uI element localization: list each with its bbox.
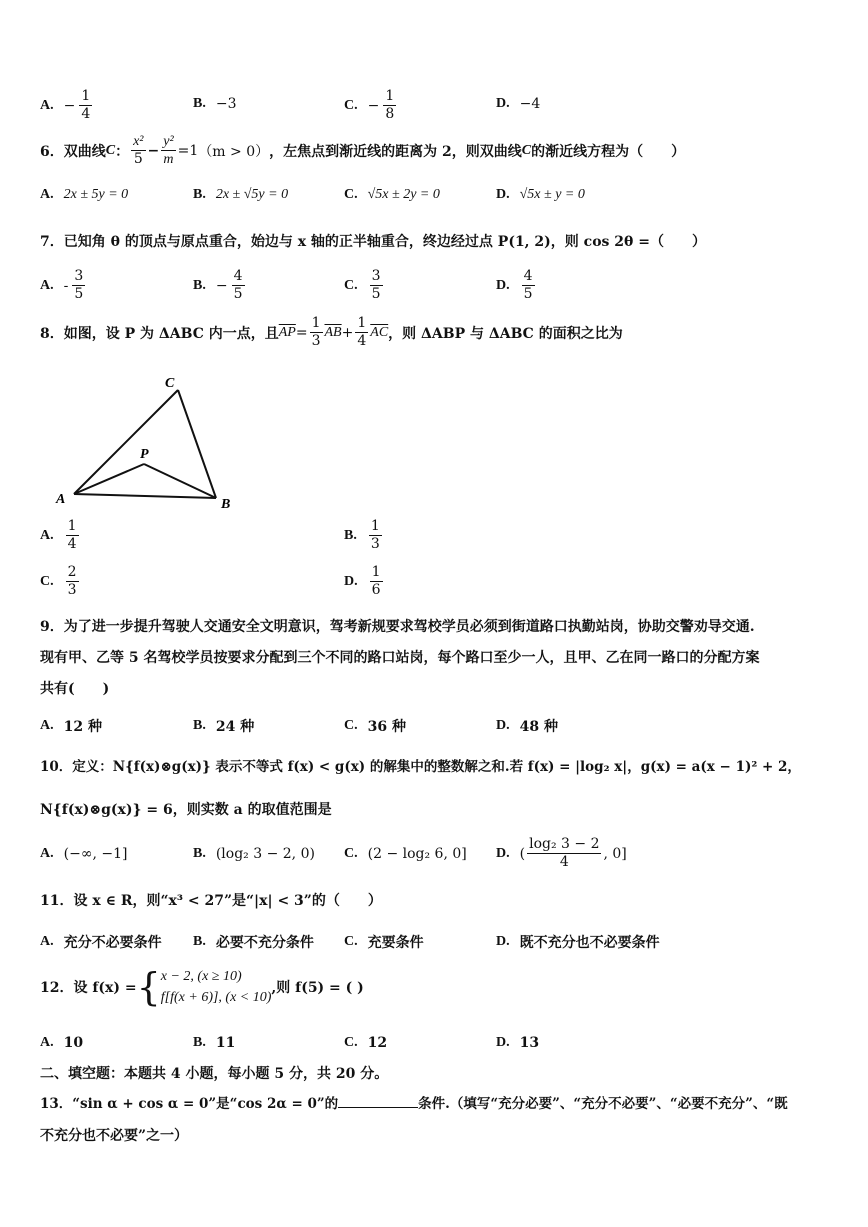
brace: {	[136, 965, 161, 1009]
fraction: $\frac{\text{log₂ 3 − 2}}{4}$	[529, 836, 600, 870]
q6-option-c: C. √5x ± 2y = 0	[344, 187, 440, 202]
q13-stem-line1: 13．“sin α + cos α = 0”是“cos 2α = 0”的 条件.（填写“充分必要”、“充分不必要”、“必要不充分”、“既	[40, 1093, 838, 1114]
fraction: $\frac{2}{3}$	[67, 564, 77, 598]
q10-option-d: D. ( $\frac{\text{log₂ 3 − 2}}{4}$ , 0]	[496, 836, 627, 870]
fraction: $\frac{1}{6}$	[371, 564, 381, 598]
q8-triangle-figure	[40, 372, 250, 517]
label-c: C	[165, 376, 175, 391]
q9-option-c: C. 36 种	[344, 718, 406, 735]
q8-option-c: C. $\frac{2}{3}$	[40, 564, 77, 598]
fraction: $\frac{1}{4}$	[81, 88, 91, 122]
fraction: $\frac{4}{5}$	[233, 268, 243, 302]
fraction: $\frac{\text{x²}}{5}$	[133, 134, 144, 167]
label-p: P	[140, 447, 149, 462]
fraction: $\frac{1}{3}$	[311, 315, 321, 349]
q12-option-c: C. 12	[344, 1035, 388, 1051]
side-ac	[74, 390, 178, 494]
q5-option-d: D. −4	[496, 96, 541, 112]
fraction: $\frac{4}{5}$	[523, 268, 533, 302]
q9-stem: 9．为了进一步提升驾驶人交通安全文明意识，驾考新规要求驾校学员必须到街道路口执勤站岗，协助交警劝导交通. 现有甲、乙等 5 名驾校学员按要求分配到三个不同的路口站岗，每个路口至少一人，且甲、乙在同一路口的分配方案 共有( )	[40, 619, 760, 697]
q11-stem: 11．设 x ∈ R，则“x³ < 27”是“|x| < 3”的（ ）	[40, 893, 382, 909]
q12-option-b: B. 11	[193, 1035, 236, 1051]
q7-option-d: D. $\frac{4}{5}$	[496, 268, 533, 302]
q12-option-d: D. 13	[496, 1035, 540, 1051]
fraction: $\frac{1}{4}$	[67, 518, 77, 552]
q9-option-b: B. 24 种	[193, 718, 255, 735]
q10-stem-line1: 10．定义：N{f(x)⊗g(x)} 表示不等式 f(x) < g(x) 的解集中的整数解之和.若 f(x) = |log₂ x|，g(x) = a(x − 1)² + 2，	[40, 759, 801, 775]
q9-option-d: D. 48 种	[496, 718, 558, 735]
fraction: $\frac{1}{8}$	[385, 88, 395, 122]
label-a: A	[56, 492, 66, 507]
q9-option-a: A. 12 种	[40, 718, 102, 735]
q5-option-a: A. − $\frac{1}{4}$	[40, 88, 91, 122]
q6-option-d: D. √5x ± y = 0	[496, 187, 585, 202]
q5-option-c: C. − $\frac{1}{8}$	[344, 88, 395, 122]
side-ab	[74, 494, 216, 498]
segment-ap	[74, 464, 144, 494]
q12-stem: 12．设 f(x) = { x − 2, (x ≥ 10) f[f(x + 6)], (x < 10) ,则 f(5) = ( )	[40, 965, 364, 1009]
q8-option-d: D. $\frac{1}{6}$	[344, 564, 381, 598]
q6-stem: 6．双曲线 C ： $\frac{\text{x²}}{5}$ − $\frac{\text{y²}}{m}$ =1 （m > 0） ，左焦点到渐近线的距离为 2，则双曲线 C 的渐近线方程为（ ）	[40, 134, 686, 167]
fraction: $\frac{\text{y²}}{m}$	[163, 134, 174, 167]
q10-option-a: A. (−∞, −1]	[40, 846, 128, 862]
label-b: B	[221, 497, 231, 512]
q5-option-b: B. −3	[193, 96, 237, 112]
q7-option-b: B. − $\frac{4}{5}$	[193, 268, 243, 302]
q11-option-c: C. 充要条件	[344, 934, 424, 951]
q8-stem: 8．如图，设 P 为 ΔABC 内一点，且 $\overline{AP}$ = $\frac{1}{3}$ $\overline{AB}$ + $\frac{1}{4}$ $\overline{AC}$ ，则 ΔABP 与 ΔABC 的面积之比为	[40, 315, 623, 349]
q10-option-c: C. (2 − log₂ 6, 0]	[344, 846, 467, 862]
q10-option-b: B. (log₂ 3 − 2, 0)	[193, 846, 315, 862]
q10-stem-line2: N{f(x)⊗g(x)} = 6，则实数 a 的取值范围是	[40, 802, 332, 818]
fraction: $\frac{1}{4}$	[357, 315, 367, 349]
answer-blank[interactable]	[338, 1093, 418, 1108]
q12-option-a: A. 10	[40, 1035, 84, 1051]
q13-stem-line2: 不充分也不必要”之一）	[40, 1128, 189, 1144]
q8-option-b: B. $\frac{1}{3}$	[344, 518, 380, 552]
q7-option-c: C. $\frac{3}{5}$	[344, 268, 381, 302]
q11-option-b: B. 必要不充分条件	[193, 934, 314, 951]
fraction: $\frac{3}{5}$	[74, 268, 84, 302]
q6-option-b: B. 2x ± √5y = 0	[193, 187, 289, 202]
q7-option-a: A. - $\frac{3}{5}$	[40, 268, 84, 302]
q11-option-d: D. 既不充分也不必要条件	[496, 934, 660, 951]
piecewise-cases: x − 2, (x ≥ 10) f[f(x + 6)], (x < 10)	[160, 969, 272, 1005]
fraction: $\frac{3}{5}$	[371, 268, 381, 302]
fraction: $\frac{1}{3}$	[370, 518, 380, 552]
section-heading-fill-in: 二、填空题：本题共 4 小题，每小题 5 分，共 20 分。	[40, 1066, 389, 1082]
q6-option-a: A. 2x ± 5y = 0	[40, 187, 129, 202]
q11-option-a: A. 充分不必要条件	[40, 934, 162, 951]
q8-option-a: A. $\frac{1}{4}$	[40, 518, 77, 552]
q7-stem: 7．已知角 θ 的顶点与原点重合，始边与 x 轴的正半轴重合，终边经过点 P(1, 2)，则 cos 2θ =（ ）	[40, 234, 706, 250]
